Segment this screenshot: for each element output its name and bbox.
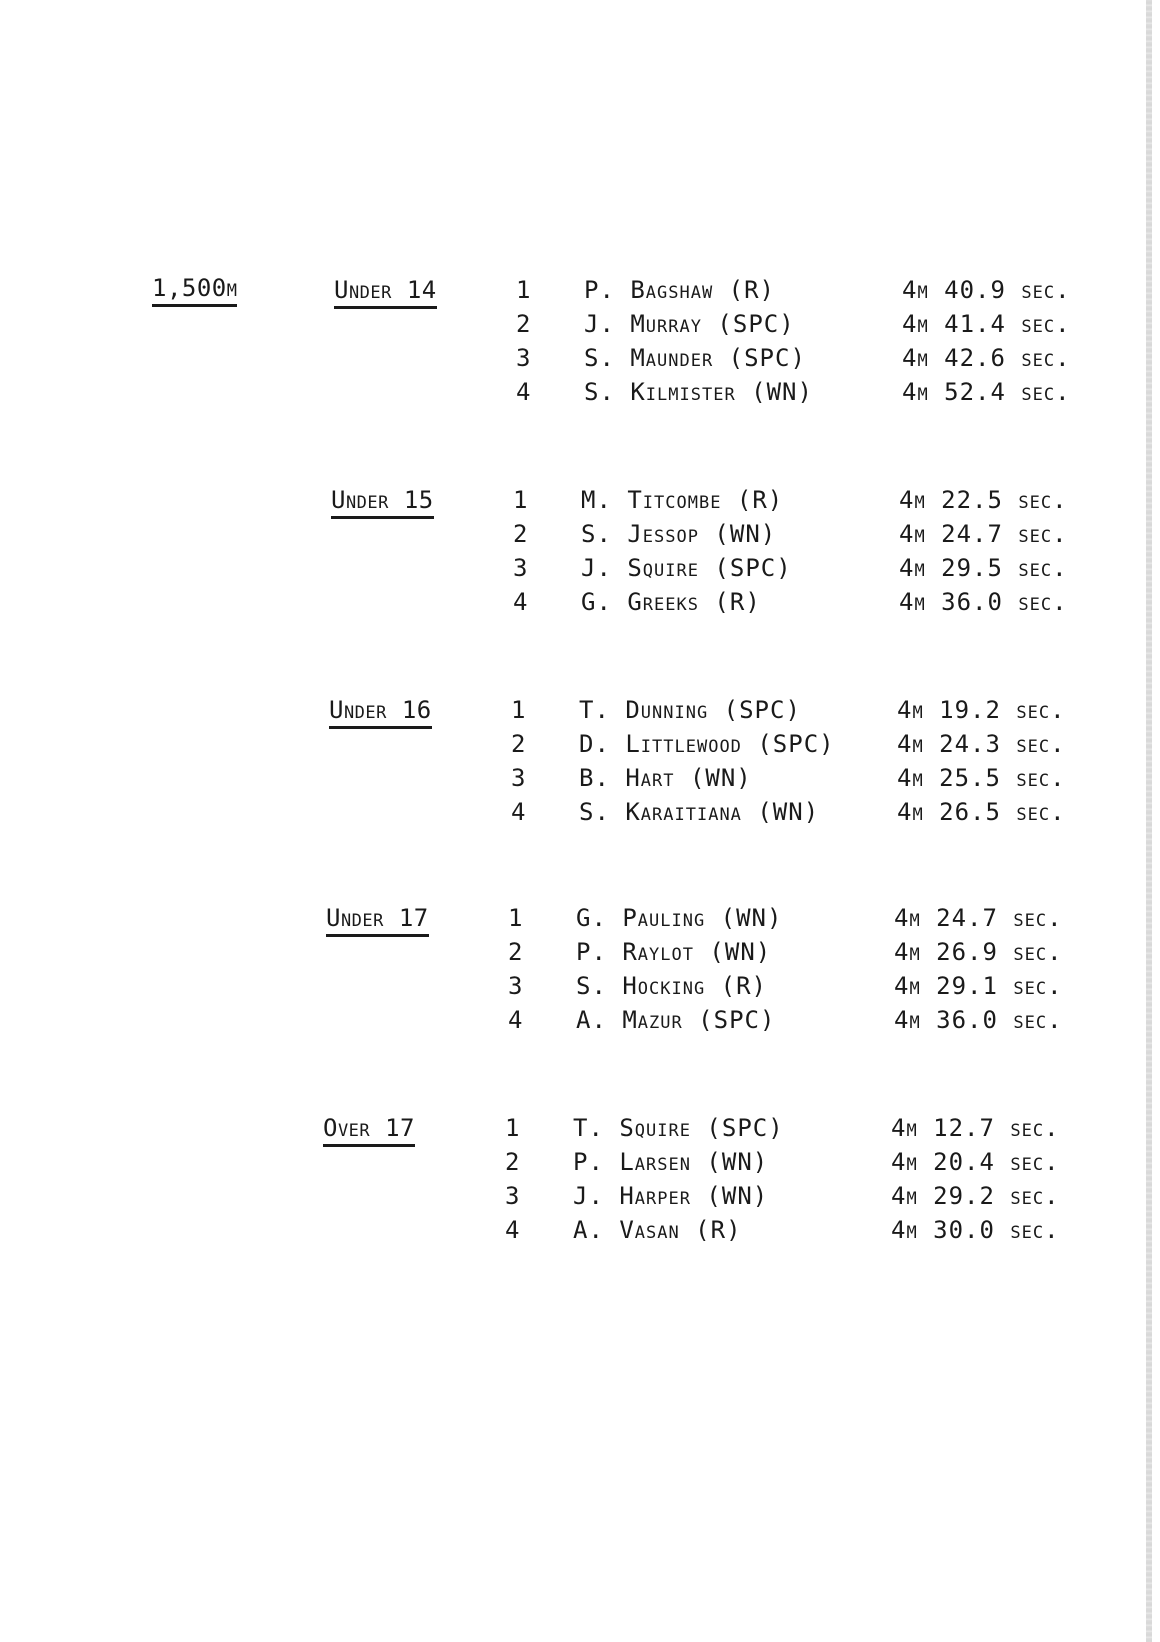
athlete-name: S. Jessop (WN)	[581, 520, 777, 548]
finish-time: 4m 12.7 sec.	[891, 1114, 1060, 1142]
place-number: 3	[505, 1182, 521, 1210]
athlete-name: J. Squire (SPC)	[581, 554, 792, 582]
finish-time: 4m 40.9 sec.	[902, 276, 1071, 304]
athlete-name: B. Hart (WN)	[579, 764, 752, 792]
place-number: 1	[508, 904, 524, 932]
result-row	[0, 972, 1160, 1006]
place-number: 4	[513, 588, 529, 616]
result-row	[0, 696, 1160, 730]
result-row	[0, 1182, 1160, 1216]
finish-time: 4m 29.2 sec.	[891, 1182, 1060, 1210]
place-number: 4	[511, 798, 527, 826]
finish-time: 4m 24.7 sec.	[894, 904, 1063, 932]
place-number: 3	[508, 972, 524, 1000]
finish-time: 4m 26.9 sec.	[894, 938, 1063, 966]
place-number: 1	[513, 486, 529, 514]
athlete-name: T. Dunning (SPC)	[579, 696, 801, 724]
result-row	[0, 344, 1160, 378]
athlete-name: S. Kilmister (WN)	[584, 378, 813, 406]
place-number: 2	[516, 310, 532, 338]
age-group-label: Under 14	[334, 276, 437, 309]
place-number: 2	[513, 520, 529, 548]
result-row	[0, 378, 1160, 412]
athlete-name: P. Raylot (WN)	[576, 938, 772, 966]
finish-time: 4m 22.5 sec.	[899, 486, 1068, 514]
place-number: 2	[511, 730, 527, 758]
result-row	[0, 310, 1160, 344]
result-row	[0, 904, 1160, 938]
finish-time: 4m 24.3 sec.	[897, 730, 1066, 758]
place-number: 2	[508, 938, 524, 966]
athlete-name: S. Maunder (SPC)	[584, 344, 806, 372]
athlete-name: A. Vasan (R)	[573, 1216, 742, 1244]
age-group-label: Under 16	[329, 696, 432, 729]
result-row	[0, 554, 1160, 588]
athlete-name: A. Mazur (SPC)	[576, 1006, 776, 1034]
athlete-name: S. Karaitiana (WN)	[579, 798, 820, 826]
result-row	[0, 1216, 1160, 1250]
place-number: 4	[516, 378, 532, 406]
finish-time: 4m 36.0 sec.	[894, 1006, 1063, 1034]
finish-time: 4m 24.7 sec.	[899, 520, 1068, 548]
place-number: 1	[505, 1114, 521, 1142]
place-number: 4	[505, 1216, 521, 1244]
result-row	[0, 588, 1160, 622]
athlete-name: G. Pauling (WN)	[576, 904, 783, 932]
result-row	[0, 938, 1160, 972]
athlete-name: S. Hocking (R)	[576, 972, 768, 1000]
finish-time: 4m 20.4 sec.	[891, 1148, 1060, 1176]
age-group-label: Under 15	[331, 486, 434, 519]
place-number: 1	[516, 276, 532, 304]
finish-time: 4m 26.5 sec.	[897, 798, 1066, 826]
place-number: 2	[505, 1148, 521, 1176]
finish-time: 4m 52.4 sec.	[902, 378, 1071, 406]
finish-time: 4m 19.2 sec.	[897, 696, 1066, 724]
place-number: 3	[513, 554, 529, 582]
finish-time: 4m 36.0 sec.	[899, 588, 1068, 616]
athlete-name: P. Bagshaw (R)	[584, 276, 776, 304]
athlete-name: G. Greeks (R)	[581, 588, 761, 616]
athlete-name: J. Harper (WN)	[573, 1182, 769, 1210]
result-row	[0, 1148, 1160, 1182]
place-number: 3	[516, 344, 532, 372]
athlete-name: J. Murray (SPC)	[584, 310, 795, 338]
finish-time: 4m 29.5 sec.	[899, 554, 1068, 582]
athlete-name: T. Squire (SPC)	[573, 1114, 784, 1142]
finish-time: 4m 30.0 sec.	[891, 1216, 1060, 1244]
place-number: 3	[511, 764, 527, 792]
result-row	[0, 730, 1160, 764]
result-row	[0, 520, 1160, 554]
result-row	[0, 1006, 1160, 1040]
athlete-name: D. Littlewood (SPC)	[579, 730, 835, 758]
place-number: 1	[511, 696, 527, 724]
athlete-name: P. Larsen (WN)	[573, 1148, 769, 1176]
result-row	[0, 1114, 1160, 1148]
result-row	[0, 276, 1160, 310]
result-row	[0, 486, 1160, 520]
finish-time: 4m 41.4 sec.	[902, 310, 1071, 338]
age-group-label: Under 17	[326, 904, 429, 937]
place-number: 4	[508, 1006, 524, 1034]
event-title: 1,500m	[152, 274, 237, 307]
age-group-label: Over 17	[323, 1114, 415, 1147]
finish-time: 4m 25.5 sec.	[897, 764, 1066, 792]
finish-time: 4m 42.6 sec.	[902, 344, 1071, 372]
result-row	[0, 764, 1160, 798]
finish-time: 4m 29.1 sec.	[894, 972, 1063, 1000]
result-row	[0, 798, 1160, 832]
athlete-name: M. Titcombe (R)	[581, 486, 784, 514]
